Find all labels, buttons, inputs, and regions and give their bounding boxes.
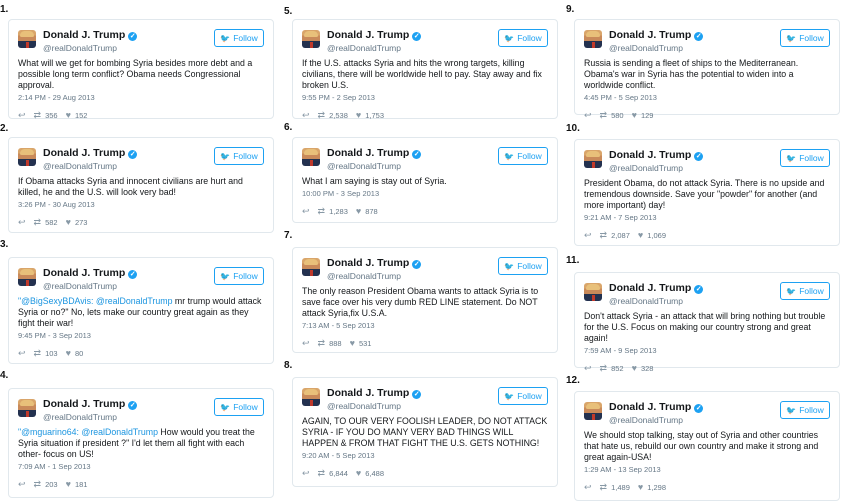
mention-link[interactable]: "@BigSexyBDAvis: @realDonaldTrump: [18, 296, 173, 306]
tweet-text: Don't attack Syria - an attack that will bring nothing but trouble for the U.S. Focus on making our country strong and great again!: [584, 311, 826, 343]
follow-button[interactable]: 🐦 Follow: [780, 149, 830, 167]
author-handle[interactable]: @realDonaldTrump: [327, 401, 401, 411]
verified-icon: ✓: [129, 402, 136, 409]
reply-icon[interactable]: ↩: [302, 205, 310, 216]
avatar[interactable]: [584, 30, 602, 48]
tweet-number: 1.: [0, 4, 9, 15]
tweet-card[interactable]: [8, 257, 274, 364]
tweet-timestamp[interactable]: 4:45 PM - 5 Sep 2013: [584, 93, 657, 102]
avatar[interactable]: [584, 402, 602, 420]
follow-button[interactable]: 🐦 Follow: [498, 147, 548, 165]
reply-icon[interactable]: ↩: [18, 109, 26, 120]
tweet-number: 10.: [566, 123, 580, 134]
retweet-icon[interactable]: ⇄: [33, 109, 42, 120]
bird-icon: 🐦: [786, 405, 797, 415]
author-name[interactable]: Donald J. Trump: [609, 149, 692, 161]
tweet-number: 5.: [284, 6, 293, 17]
author-handle[interactable]: @realDonaldTrump: [609, 296, 683, 306]
avatar[interactable]: [302, 388, 320, 406]
column-1: [0, 0, 284, 489]
verified-icon: ✓: [129, 271, 136, 278]
like-count: 1,753: [365, 110, 384, 120]
tweet-card[interactable]: [8, 19, 274, 119]
like-count: 129: [640, 110, 654, 120]
author-name[interactable]: Donald J. Trump: [43, 29, 126, 41]
retweet-icon[interactable]: ⇄: [33, 478, 42, 489]
follow-button[interactable]: 🐦 Follow: [780, 401, 830, 419]
bird-icon: 🐦: [786, 153, 797, 163]
retweet-icon[interactable]: ⇄: [599, 481, 608, 492]
tweet-number: 12.: [566, 375, 580, 386]
tweet-card[interactable]: [574, 139, 840, 246]
tweet-number: 6.: [284, 122, 293, 133]
column-3: [566, 0, 850, 492]
tweet-text: We should stop talking, stay out of Syria and other countries that hate us, rebuild our own country and make it strong and great again-USA!: [584, 430, 819, 462]
like-icon[interactable]: ♥: [349, 338, 355, 348]
tweet-text: What I am saying is stay out of Syria.: [302, 176, 447, 186]
retweet-count: 2,087: [611, 230, 630, 240]
like-icon[interactable]: ♥: [631, 363, 637, 373]
reply-icon[interactable]: ↩: [584, 229, 592, 240]
bird-icon: 🐦: [220, 402, 231, 412]
tweet-text: If Obama attacks Syria and innocent civilians are hurt and killed, he and the U.S. will look very bad!: [18, 176, 243, 197]
avatar[interactable]: [302, 30, 320, 48]
verified-icon: ✓: [695, 153, 702, 160]
tweet-timestamp[interactable]: 2:14 PM - 29 Aug 2013: [18, 93, 95, 102]
reply-icon[interactable]: ↩: [18, 478, 26, 489]
avatar[interactable]: [584, 150, 602, 168]
retweet-icon[interactable]: ⇄: [317, 337, 326, 348]
author-handle[interactable]: @realDonaldTrump: [43, 281, 117, 291]
author-handle[interactable]: @realDonaldTrump: [609, 43, 683, 53]
tweet-timestamp[interactable]: 9:45 PM - 3 Sep 2013: [18, 331, 91, 340]
follow-button[interactable]: 🐦 Follow: [214, 147, 264, 165]
tweet-timestamp[interactable]: 7:09 AM - 1 Sep 2013: [18, 462, 91, 471]
verified-icon: ✓: [695, 33, 702, 40]
author-handle[interactable]: @realDonaldTrump: [327, 271, 401, 281]
verified-icon: ✓: [129, 33, 136, 40]
mention-link[interactable]: "@mguarino64: @realDonaldTrump: [18, 427, 158, 437]
retweet-count: 582: [45, 217, 58, 227]
tweet-text: What will we get for bombing Syria besides more debt and a possible long term conflict? Obama needs Congressional approval.: [18, 58, 253, 90]
bird-icon: 🐦: [786, 286, 797, 296]
follow-button[interactable]: 🐦 Follow: [498, 257, 548, 275]
reply-icon[interactable]: ↩: [18, 216, 26, 227]
retweet-icon[interactable]: ⇄: [317, 467, 326, 478]
like-count: 152: [74, 110, 88, 120]
verified-icon: ✓: [413, 391, 420, 398]
follow-button[interactable]: 🐦 Follow: [780, 282, 830, 300]
like-count: 273: [74, 217, 88, 227]
avatar[interactable]: [18, 148, 36, 166]
follow-button[interactable]: 🐦 Follow: [214, 398, 264, 416]
tweet-text: AGAIN, TO OUR VERY FOOLISH LEADER, DO NOT ATTACK SYRIA - IF YOU DO MANY VERY BAD THINGS WILL HAPPEN & FROM THAT FIGHT THE U.S. GETS NOTHING!: [302, 416, 548, 448]
bird-icon: 🐦: [220, 33, 231, 43]
tweet-number: 8.: [284, 360, 293, 371]
tweet-card[interactable]: [574, 19, 840, 120]
bird-icon: 🐦: [786, 33, 797, 43]
tweet-timestamp[interactable]: 10:00 PM - 3 Sep 2013: [302, 189, 380, 198]
avatar[interactable]: [302, 258, 320, 276]
author-handle[interactable]: @realDonaldTrump: [609, 163, 683, 173]
author-handle[interactable]: @realDonaldTrump: [43, 161, 117, 171]
bird-icon: 🐦: [220, 151, 231, 161]
retweet-count: 6,844: [329, 468, 348, 478]
tweet-number: 2.: [0, 123, 9, 134]
like-count: 328: [640, 363, 654, 373]
author-name[interactable]: Donald J. Trump: [43, 398, 126, 410]
retweet-icon[interactable]: ⇄: [33, 347, 42, 358]
retweet-count: 203: [45, 479, 58, 489]
verified-icon: ✓: [413, 151, 420, 158]
tweet-card[interactable]: [8, 388, 274, 498]
like-count: 181: [74, 479, 88, 489]
retweet-icon[interactable]: ⇄: [599, 229, 608, 240]
tweet-text: "@mguarino64: @realDonaldTrump How would you treat the Syria situation if president ?" I'd let them all fight with each other- focus on US!: [18, 427, 255, 459]
tweet-number: 4.: [0, 370, 9, 381]
tweet-card[interactable]: [292, 137, 558, 223]
follow-button[interactable]: 🐦 Follow: [214, 267, 264, 285]
tweet-card[interactable]: [8, 137, 274, 233]
verified-icon: ✓: [413, 261, 420, 268]
author-name[interactable]: Donald J. Trump: [609, 401, 692, 413]
retweet-count: 1,489: [611, 482, 630, 492]
author-handle[interactable]: @realDonaldTrump: [43, 43, 117, 53]
tweet-text: Russia is sending a fleet of ships to the Mediterranean. Obama's war in Syria has the potential to widen into a worldwide conflict.: [584, 58, 799, 90]
author-name[interactable]: Donald J. Trump: [609, 29, 692, 41]
tweet-timestamp[interactable]: 9:55 PM - 2 Sep 2013: [302, 93, 375, 102]
like-icon[interactable]: ♥: [355, 206, 362, 216]
retweet-icon[interactable]: ⇄: [317, 205, 326, 216]
author-handle[interactable]: @realDonaldTrump: [609, 415, 683, 425]
tweet-number: 7.: [284, 230, 293, 241]
like-icon[interactable]: ♥: [637, 482, 644, 492]
like-count: 80: [74, 348, 84, 358]
like-count: 531: [358, 338, 372, 348]
verified-icon: ✓: [129, 151, 136, 158]
column-2: [284, 0, 568, 484]
avatar[interactable]: [18, 268, 36, 286]
tweet-number: 11.: [566, 255, 580, 266]
like-count: 1,298: [647, 482, 666, 492]
verified-icon: ✓: [695, 286, 702, 293]
tweet-timestamp[interactable]: 9:20 AM - 5 Sep 2013: [302, 451, 375, 460]
like-icon[interactable]: ♥: [65, 110, 71, 120]
bird-icon: 🐦: [504, 33, 515, 43]
tweet-text: "@BigSexyBDAvis: @realDonaldTrump mr trump would attack Syria or no?" No, lets make our country great again as they fight their war!: [18, 296, 262, 328]
like-icon[interactable]: ♥: [65, 217, 71, 227]
reply-icon[interactable]: ↩: [584, 362, 592, 373]
avatar[interactable]: [18, 399, 36, 417]
retweet-count: 852: [611, 363, 624, 373]
bird-icon: 🐦: [504, 151, 515, 161]
tweet-card[interactable]: [574, 391, 840, 501]
retweet-count: 1,283: [329, 206, 348, 216]
retweet-icon[interactable]: ⇄: [33, 216, 42, 227]
retweet-count: 356: [45, 110, 58, 120]
verified-icon: ✓: [695, 405, 702, 412]
author-name[interactable]: Donald J. Trump: [327, 29, 410, 41]
retweet-count: 2,538: [329, 110, 348, 120]
tweet-timestamp[interactable]: 7:13 AM - 5 Sep 2013: [302, 321, 375, 330]
reply-icon[interactable]: ↩: [302, 109, 310, 120]
author-handle[interactable]: @realDonaldTrump: [43, 412, 117, 422]
author-handle[interactable]: @realDonaldTrump: [327, 43, 401, 53]
tweet-timestamp[interactable]: 1:29 AM - 13 Sep 2013: [584, 465, 661, 474]
author-name[interactable]: Donald J. Trump: [43, 267, 126, 279]
reply-icon[interactable]: ↩: [302, 337, 310, 348]
like-icon[interactable]: ♥: [65, 348, 71, 358]
tweet-text: President Obama, do not attack Syria. There is no upside and tremendous downside. Save your "powder" for another (and more important) day!: [584, 178, 825, 210]
bird-icon: 🐦: [504, 391, 515, 401]
retweet-count: 103: [45, 348, 58, 358]
avatar[interactable]: [584, 283, 602, 301]
bird-icon: 🐦: [504, 261, 515, 271]
tweet-card[interactable]: [292, 377, 558, 487]
tweet-card[interactable]: [292, 19, 558, 119]
follow-button[interactable]: 🐦 Follow: [214, 29, 264, 47]
tweet-card[interactable]: [292, 247, 558, 353]
author-name[interactable]: Donald J. Trump: [43, 147, 126, 159]
author-name[interactable]: Donald J. Trump: [327, 257, 410, 269]
retweet-icon[interactable]: ⇄: [317, 109, 326, 120]
tweet-timestamp[interactable]: 9:21 AM - 7 Sep 2013: [584, 213, 657, 222]
verified-icon: ✓: [413, 33, 420, 40]
tweet-number: 9.: [566, 4, 575, 15]
like-icon[interactable]: ♥: [355, 468, 362, 478]
like-icon[interactable]: ♥: [355, 110, 362, 120]
follow-button[interactable]: 🐦 Follow: [498, 29, 548, 47]
like-icon[interactable]: ♥: [65, 479, 71, 489]
follow-button[interactable]: 🐦 Follow: [498, 387, 548, 405]
reply-icon[interactable]: ↩: [584, 481, 592, 492]
bird-icon: 🐦: [220, 271, 231, 281]
reply-icon[interactable]: ↩: [18, 347, 26, 358]
reply-icon[interactable]: ↩: [584, 109, 592, 120]
author-name[interactable]: Donald J. Trump: [327, 387, 410, 399]
like-icon[interactable]: ♥: [631, 110, 637, 120]
avatar[interactable]: [18, 30, 36, 48]
tweet-number: 3.: [0, 239, 9, 250]
retweet-icon[interactable]: ⇄: [599, 109, 608, 120]
avatar[interactable]: [302, 148, 320, 166]
like-count: 6,488: [365, 468, 384, 478]
like-count: 1,069: [647, 230, 666, 240]
like-count: 878: [365, 206, 378, 216]
retweet-icon[interactable]: ⇄: [599, 362, 608, 373]
author-name[interactable]: Donald J. Trump: [327, 147, 410, 159]
retweet-count: 580: [611, 110, 624, 120]
follow-button[interactable]: 🐦 Follow: [780, 29, 830, 47]
retweet-count: 888: [329, 338, 342, 348]
tweet-timestamp[interactable]: 3:26 PM - 30 Aug 2013: [18, 200, 95, 209]
tweet-text: If the U.S. attacks Syria and hits the wrong targets, killing civilians, there will be worldwide hell to pay. Stay away and fix broken U.S.: [302, 58, 542, 90]
tweet-timestamp[interactable]: 7:59 AM - 9 Sep 2013: [584, 346, 657, 355]
like-icon[interactable]: ♥: [637, 230, 644, 240]
tweet-text: The only reason President Obama wants to attack Syria is to save face over his very dumb RED LINE statement. Do NOT attack Syria,fix U.S.A.: [302, 286, 539, 318]
author-name[interactable]: Donald J. Trump: [609, 282, 692, 294]
tweet-card[interactable]: [574, 272, 840, 373]
reply-icon[interactable]: ↩: [302, 467, 310, 478]
author-handle[interactable]: @realDonaldTrump: [327, 161, 401, 171]
